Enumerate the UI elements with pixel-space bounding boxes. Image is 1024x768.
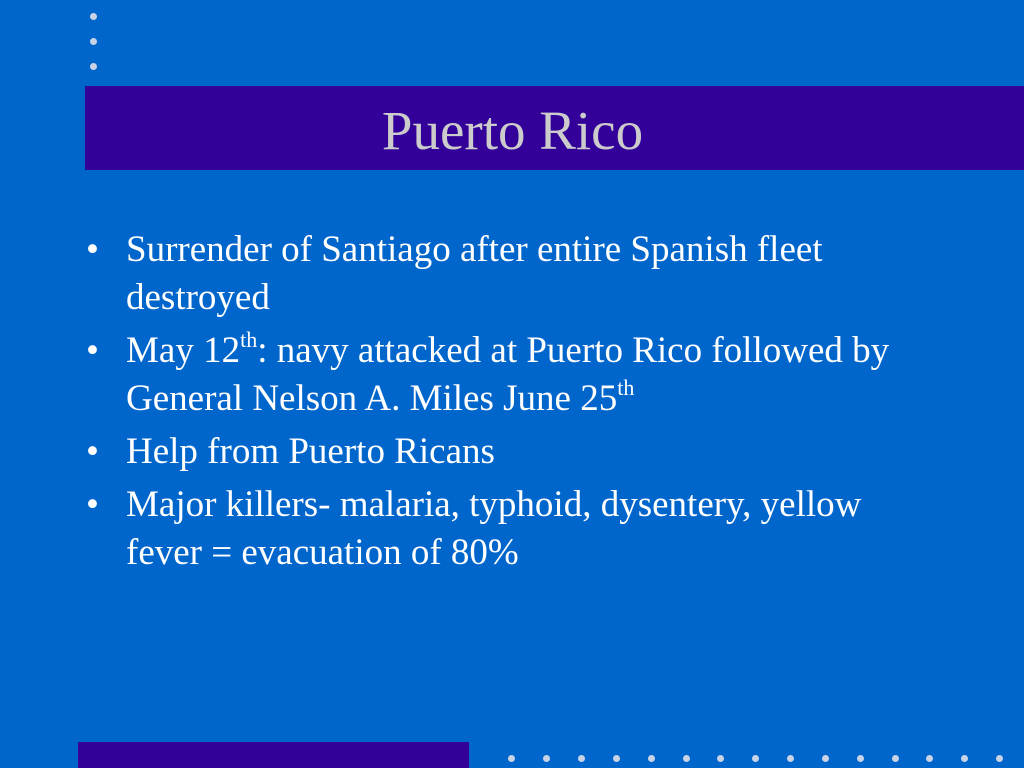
- decorative-dot: [543, 755, 550, 762]
- decorative-dot: [717, 755, 724, 762]
- bullet-text: Surrender of Santiago after entire Spanish fleet destroyed: [126, 229, 823, 318]
- decorative-dot: [961, 755, 968, 762]
- bullet-icon: •: [86, 330, 99, 371]
- decorative-dot: [648, 755, 655, 762]
- footer-band: [78, 742, 469, 768]
- decorative-dot: [578, 755, 585, 762]
- bullet-text-part: : navy attacked at Puerto Rico followed by General Nelson A. Miles June 25: [126, 330, 890, 419]
- bullet-icon: •: [86, 229, 99, 270]
- bullet-item: [86, 428, 936, 476]
- decorative-dot: [90, 13, 97, 20]
- ordinal-suffix: th: [240, 327, 258, 352]
- decorative-dot: [926, 755, 933, 762]
- decorative-dot: [90, 63, 97, 70]
- decorative-dot: [613, 755, 620, 762]
- decorative-dot: [822, 755, 829, 762]
- bullet-item: [86, 226, 936, 322]
- decorative-dot: [90, 38, 97, 45]
- bullet-icon: •: [86, 431, 99, 472]
- ordinal-suffix: th: [617, 375, 635, 400]
- bullet-text: Major killers- malaria, typhoid, dysentery, yellow fever = evacuation of 80%: [126, 484, 862, 573]
- decorative-dot: [752, 755, 759, 762]
- bullet-text: Help from Puerto Ricans: [126, 431, 495, 472]
- decorative-dot: [683, 755, 690, 762]
- bullet-item: [86, 481, 936, 577]
- slide-title: Puerto Rico: [381, 100, 644, 161]
- bullet-text: [126, 327, 890, 419]
- decorative-dot: [892, 755, 899, 762]
- bullet-item: [86, 327, 936, 423]
- decorative-dot: [996, 755, 1003, 762]
- decorative-dot: [787, 755, 794, 762]
- bullet-text-part: May 12: [126, 330, 241, 371]
- bullet-list: [86, 226, 936, 582]
- decorative-dot: [857, 755, 864, 762]
- bullet-icon: •: [86, 484, 99, 525]
- decorative-dot: [508, 755, 515, 762]
